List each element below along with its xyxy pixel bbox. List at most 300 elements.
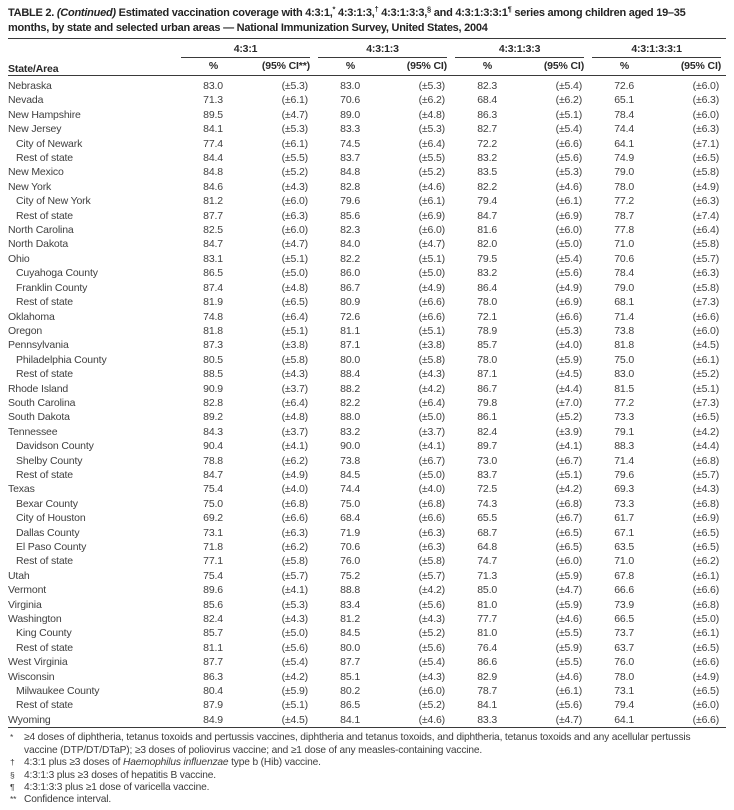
state-area-cell: City of New York: [16, 195, 91, 208]
percent-cell: 69.2: [203, 512, 223, 525]
ci-cell: (±6.9): [555, 209, 583, 222]
percent-cell: 86.7: [477, 382, 498, 395]
percent-cell: 78.9: [477, 324, 498, 337]
ci-cell: (±6.0): [692, 80, 720, 92]
footnote: [10, 732, 726, 757]
percent-cell: 73.8: [614, 324, 635, 337]
footnote: [10, 794, 726, 806]
ci-cell: (±5.1): [555, 468, 583, 481]
table-row: [8, 540, 726, 554]
percent-cell: 79.6: [340, 195, 361, 208]
ci-cell: (±6.0): [692, 108, 720, 121]
ci-cell: (±5.4): [418, 656, 446, 669]
table-row: [8, 209, 726, 223]
percent-cell: 87.4: [203, 281, 223, 294]
ci-cell: (±6.8): [692, 454, 720, 467]
ci-cell: (±7.4): [692, 209, 720, 222]
percent-cell: 66.5: [614, 613, 635, 626]
percent-cell: 90.0: [340, 440, 361, 453]
table-row: [8, 310, 726, 324]
percent-cell: 78.7: [477, 685, 498, 698]
percent-cell: 74.4: [614, 123, 635, 136]
ci-cell: (±5.1): [418, 324, 446, 337]
state-area-cell: South Dakota: [8, 411, 70, 424]
table-row: [8, 641, 726, 655]
ci-cell: (±6.9): [692, 512, 720, 525]
percent-cell: 73.0: [477, 454, 498, 467]
ci-cell: (±4.0): [555, 339, 583, 352]
footnote-text: Confidence interval.: [24, 794, 112, 806]
ci-cell: (±5.8): [418, 353, 446, 366]
table-row: [8, 338, 726, 352]
percent-cell: 81.0: [477, 627, 498, 640]
ci-cell: (±5.8): [418, 555, 446, 568]
percent-cell: 84.5: [340, 468, 361, 481]
footnote-text: 4:3:1:3 plus ≥3 doses of hepatitis B vaccine.: [24, 769, 216, 781]
ci-cell: (±6.4): [281, 396, 309, 409]
percent-cell: 83.2: [477, 267, 498, 280]
percent-cell: 81.8: [614, 339, 635, 352]
ci-cell: (±4.5): [555, 368, 583, 381]
ci-cell: (±6.3): [281, 526, 309, 539]
state-area-cell: King County: [16, 627, 72, 640]
percent-cell: 83.2: [340, 425, 361, 438]
ci-cell: (±3.7): [418, 425, 446, 438]
ci-cell: (±5.6): [555, 267, 583, 280]
ci-cell: (±5.3): [281, 598, 309, 611]
percent-cell: 75.0: [340, 497, 361, 510]
percent-cell: 84.6: [203, 180, 223, 193]
percent-cell: 82.2: [477, 180, 498, 193]
percent-cell: 75.4: [203, 483, 223, 496]
ci-cell: (±6.7): [418, 454, 446, 467]
percent-cell: 82.8: [203, 396, 223, 409]
percent-cell: 65.5: [477, 512, 498, 525]
percent-cell: 74.5: [340, 137, 361, 150]
percent-cell: 71.3: [477, 569, 498, 582]
ci-cell: (±6.8): [418, 497, 446, 510]
percent-cell: 88.5: [203, 368, 223, 381]
percent-cell: 87.9: [203, 699, 223, 712]
ci-cell: (±4.8): [281, 411, 309, 424]
ci-cell: (±4.6): [418, 180, 446, 193]
ci-cell: (±5.8): [692, 238, 720, 251]
title-segment: Estimated vaccination coverage with 4:3:1,: [115, 7, 333, 19]
state-area-cell: Vermont: [8, 584, 47, 597]
ci-cell: (±4.3): [418, 613, 446, 626]
ci-cell: (±6.8): [555, 497, 583, 510]
ci-cell: (±6.6): [555, 310, 583, 323]
percent-cell: 72.6: [340, 310, 361, 323]
table-row: [8, 698, 726, 712]
ci-cell: (±4.6): [555, 670, 583, 683]
percent-cell: 84.5: [340, 627, 361, 640]
percent-cell: 82.5: [203, 224, 223, 237]
percent-cell: 73.3: [614, 411, 635, 424]
ci-cell: (±3.8): [418, 339, 446, 352]
ci-cell: (±4.7): [281, 108, 309, 121]
percent-cell: 78.0: [614, 670, 635, 683]
percent-cell: 84.1: [203, 123, 223, 136]
state-area-cell: Wyoming: [8, 713, 51, 726]
percent-cell: 87.7: [203, 656, 223, 669]
state-area-cell: Pennsylvania: [8, 339, 69, 352]
table-row: [8, 569, 726, 583]
ci-cell: (±6.7): [555, 454, 583, 467]
table-row: [8, 382, 726, 396]
ci-cell: (±6.1): [281, 94, 309, 107]
state-area-cell: Nevada: [8, 94, 44, 107]
ci-cell: (±6.7): [555, 512, 583, 525]
table-row: [8, 670, 726, 684]
ci-cell: (±3.7): [281, 382, 309, 395]
ci-cell: (±5.1): [281, 699, 309, 712]
table-row: [8, 237, 726, 251]
percent-cell: 90.9: [203, 382, 223, 395]
footnote-marker-asterisk: *: [332, 4, 336, 14]
ci-cell: (±5.6): [418, 598, 446, 611]
ci-cell: (±4.1): [281, 440, 309, 453]
percent-cell: 76.4: [477, 641, 498, 654]
percent-cell: 80.4: [203, 685, 223, 698]
percent-cell: 81.2: [340, 613, 361, 626]
ci-cell: (±5.6): [418, 641, 446, 654]
ci-cell: (±5.2): [692, 368, 720, 381]
percent-cell: 71.0: [614, 238, 635, 251]
state-area-cell: Rest of state: [16, 555, 73, 568]
column-group-header-4313: 4:3:1:3: [315, 39, 452, 59]
state-area-cell: New York: [8, 180, 52, 193]
footnote: [10, 770, 726, 782]
percent-cell: 89.5: [203, 108, 223, 121]
percent-cell: 83.0: [203, 80, 223, 92]
footnote-marker-dagger: †: [374, 4, 379, 14]
table-row: [8, 76, 726, 94]
percent-cell: 77.1: [203, 555, 223, 568]
percent-cell: 77.8: [614, 224, 635, 237]
ci-cell: (±6.0): [281, 224, 309, 237]
ci-cell: (±5.6): [555, 152, 583, 165]
percent-cell: 79.4: [614, 699, 635, 712]
percent-cell: 84.4: [203, 152, 223, 165]
ci-cell: (±5.5): [418, 152, 446, 165]
percent-cell: 88.0: [340, 411, 361, 424]
table-row: [8, 410, 726, 424]
ci-cell: (±5.9): [555, 641, 583, 654]
percent-cell: 64.1: [614, 137, 635, 150]
percent-cell: 67.8: [614, 569, 635, 582]
percent-cell: 85.7: [477, 339, 498, 352]
ci-cell: (±5.0): [418, 267, 446, 280]
percent-cell: 84.7: [203, 238, 223, 251]
table-row: [8, 252, 726, 266]
percent-cell: 71.9: [340, 526, 361, 539]
state-area-cell: City of Newark: [16, 137, 83, 150]
percent-cell: 68.1: [614, 296, 635, 309]
ci-cell: (±7.3): [692, 296, 720, 309]
footnote-text: ≥4 doses of diphtheria, tetanus toxoids and pertussis vaccines, diphtheria and tetanus toxoids, and diphtheria, tetanus toxoids and any acellular pertussis vaccine (DTP/DT/DTaP); ≥3 doses of poliovirus vaccine; and ≥1 dose of any measles-containing vaccine.: [24, 732, 691, 756]
ci-cell: (±6.0): [555, 555, 583, 568]
state-area-cell: Texas: [8, 483, 35, 496]
ci-cell: (±5.9): [555, 569, 583, 582]
state-area-cell: Utah: [8, 569, 30, 582]
percent-cell: 87.3: [203, 339, 223, 352]
percent-cell: 79.0: [614, 166, 635, 179]
percent-cell: 81.1: [203, 641, 223, 654]
footnote-symbol: §: [10, 769, 15, 780]
table-body: [8, 76, 726, 728]
percent-cell: 84.8: [203, 166, 223, 179]
table-row: [8, 151, 726, 165]
percent-cell: 69.3: [614, 483, 635, 496]
percent-cell: 86.6: [477, 656, 498, 669]
ci-cell: (±4.3): [418, 670, 446, 683]
state-area-cell: Philadelphia County: [16, 353, 107, 366]
ci-cell: (±4.1): [555, 440, 583, 453]
state-area-cell: Rest of state: [16, 468, 73, 481]
percent-cell: 83.5: [477, 166, 498, 179]
percent-cell: 80.2: [340, 685, 361, 698]
ci-cell: (±4.1): [418, 440, 446, 453]
percent-cell: 89.2: [203, 411, 223, 424]
percent-cell: 80.5: [203, 353, 223, 366]
ci-header: (95% CI): [516, 58, 589, 76]
ci-cell: (±5.1): [418, 252, 446, 265]
ci-cell: (±5.2): [418, 627, 446, 640]
footnote-symbol: *: [10, 732, 14, 743]
percent-cell: 77.2: [614, 195, 635, 208]
percent-cell: 78.0: [477, 296, 498, 309]
footnote-symbol: ¶: [10, 781, 15, 792]
percent-cell: 63.7: [614, 641, 635, 654]
ci-cell: (±5.2): [418, 166, 446, 179]
table-row: [8, 526, 726, 540]
state-area-cell: Bexar County: [16, 497, 78, 510]
title-segment: 4:3:1:3:3,: [378, 7, 428, 19]
percent-cell: 83.0: [614, 368, 635, 381]
ci-cell: (±6.2): [692, 555, 720, 568]
column-group-header-431: 4:3:1: [178, 39, 315, 59]
ci-cell: (±5.1): [692, 382, 720, 395]
percent-cell: 86.1: [477, 411, 498, 424]
percent-cell: 85.6: [340, 209, 361, 222]
ci-cell: (±5.6): [281, 641, 309, 654]
ci-cell: (±4.9): [692, 670, 720, 683]
percent-cell: 78.4: [614, 267, 635, 280]
ci-cell: (±6.0): [692, 324, 720, 337]
state-area-cell: North Carolina: [8, 224, 74, 237]
state-area-cell: New Jersey: [8, 123, 62, 136]
percent-cell: 75.0: [203, 497, 223, 510]
table-row: [8, 482, 726, 496]
percent-cell: 73.9: [614, 598, 635, 611]
state-area-cell: El Paso County: [16, 541, 87, 553]
ci-cell: (±6.3): [281, 209, 309, 222]
percent-cell: 74.4: [340, 483, 361, 496]
percent-cell: 82.9: [477, 670, 498, 683]
ci-cell: (±5.4): [555, 80, 583, 92]
ci-cell: (±5.0): [281, 627, 309, 640]
ci-cell: (±6.6): [281, 512, 309, 525]
ci-cell: (±5.8): [281, 353, 309, 366]
ci-cell: (±5.9): [555, 353, 583, 366]
ci-cell: (±5.3): [418, 123, 446, 136]
table-row: [8, 281, 726, 295]
percent-cell: 89.0: [340, 108, 361, 121]
coverage-table: [8, 38, 726, 728]
percent-cell: 68.4: [340, 512, 361, 525]
percent-cell: 71.4: [614, 310, 635, 323]
percent-cell: 86.4: [477, 281, 498, 294]
ci-cell: (±6.1): [692, 627, 720, 640]
percent-cell: 67.1: [614, 526, 635, 539]
percent-cell: 64.1: [614, 713, 635, 726]
percent-cell: 86.5: [203, 267, 223, 280]
footnote-text: 4:3:1 plus ≥3 doses of: [24, 757, 123, 769]
state-area-cell: Rest of state: [16, 368, 73, 381]
percent-cell: 70.6: [340, 541, 361, 553]
percent-cell: 88.4: [340, 368, 361, 381]
ci-cell: (±6.6): [555, 137, 583, 150]
ci-cell: (±5.2): [281, 166, 309, 179]
ci-cell: (±5.4): [555, 252, 583, 265]
percent-cell: 82.2: [340, 252, 361, 265]
percent-cell: 83.7: [477, 468, 498, 481]
percent-cell: 68.4: [477, 94, 498, 107]
table-row: [8, 324, 726, 338]
ci-cell: (±4.2): [418, 584, 446, 597]
column-group-header-43133: 4:3:1:3:3: [452, 39, 589, 59]
ci-cell: (±5.7): [692, 468, 720, 481]
ci-cell: (±6.1): [555, 195, 583, 208]
percent-cell: 79.6: [614, 468, 635, 481]
percent-cell: 78.7: [614, 209, 635, 222]
percent-cell: 81.6: [477, 224, 498, 237]
ci-cell: (±6.5): [555, 541, 583, 553]
percent-cell: 84.0: [340, 238, 361, 251]
ci-cell: (±5.0): [418, 468, 446, 481]
percent-cell: 78.0: [477, 353, 498, 366]
state-area-cell: Oregon: [8, 324, 43, 337]
ci-cell: (±6.8): [692, 497, 720, 510]
ci-cell: (±6.2): [418, 94, 446, 107]
percent-cell: 64.8: [477, 541, 498, 553]
ci-cell: (±4.4): [692, 440, 720, 453]
state-area-cell: Virginia: [8, 598, 42, 611]
percent-cell: 74.9: [614, 152, 635, 165]
percent-cell: 77.4: [203, 137, 223, 150]
percent-cell: 81.2: [203, 195, 223, 208]
percent-cell: 70.6: [614, 252, 635, 265]
percent-cell: 80.9: [340, 296, 361, 309]
ci-cell: (±6.6): [692, 713, 720, 726]
table-row: [8, 137, 726, 151]
ci-cell: (±6.0): [418, 224, 446, 237]
percent-cell: 81.0: [477, 598, 498, 611]
percent-cell: 83.2: [477, 152, 498, 165]
ci-cell: (±6.2): [281, 541, 309, 553]
percent-cell: 84.3: [203, 425, 223, 438]
ci-cell: (±5.3): [281, 80, 309, 92]
ci-cell: (±7.3): [692, 396, 720, 409]
state-area-cell: Franklin County: [16, 281, 88, 294]
percent-cell: 71.3: [203, 94, 223, 107]
ci-cell: (±4.9): [692, 180, 720, 193]
percent-cell: 75.2: [340, 569, 361, 582]
percent-cell: 84.7: [477, 209, 498, 222]
percent-cell: 79.5: [477, 252, 498, 265]
footnote-text: 4:3:1:3:3 plus ≥1 dose of varicella vaccine.: [24, 781, 210, 793]
percent-cell: 83.7: [340, 152, 361, 165]
ci-cell: (±6.3): [692, 123, 720, 136]
percent-cell: 83.4: [340, 598, 361, 611]
percent-cell: 86.3: [203, 670, 223, 683]
percent-cell: 72.2: [477, 137, 498, 150]
percent-cell: 78.8: [203, 454, 223, 467]
percent-cell: 71.8: [203, 541, 223, 553]
ci-cell: (±6.9): [418, 209, 446, 222]
table-row: [8, 655, 726, 669]
ci-cell: (±6.0): [555, 224, 583, 237]
state-area-cell: Davidson County: [16, 440, 94, 453]
state-area-cell: South Carolina: [8, 396, 76, 409]
percent-cell: 76.0: [614, 656, 635, 669]
percent-cell: 82.3: [340, 224, 361, 237]
ci-cell: (±5.0): [692, 613, 720, 626]
ci-cell: (±4.6): [555, 613, 583, 626]
table-row: [8, 454, 726, 468]
percent-cell: 81.1: [340, 324, 361, 337]
ci-cell: (±4.5): [281, 713, 309, 726]
table-row: [8, 468, 726, 482]
ci-cell: (±4.8): [418, 108, 446, 121]
state-area-cell: City of Houston: [16, 512, 86, 525]
percent-cell: 73.1: [203, 526, 223, 539]
percent-cell: 85.6: [203, 598, 223, 611]
ci-cell: (±7.1): [692, 137, 720, 150]
percent-cell: 86.3: [477, 108, 498, 121]
ci-cell: (±6.0): [418, 685, 446, 698]
ci-cell: (±6.6): [418, 296, 446, 309]
footnote-symbol: **: [10, 794, 17, 805]
percent-cell: 79.8: [477, 396, 498, 409]
footnote: [10, 757, 726, 769]
ci-cell: (±6.4): [692, 224, 720, 237]
ci-cell: (±7.0): [555, 396, 583, 409]
state-area-cell: Rest of state: [16, 209, 73, 222]
state-area-cell: Cuyahoga County: [16, 267, 98, 280]
ci-cell: (±4.8): [281, 281, 309, 294]
ci-cell: (±4.5): [692, 339, 720, 352]
ci-cell: (±6.2): [281, 454, 309, 467]
footnote-marker-section: §: [427, 4, 431, 14]
ci-cell: (±4.4): [555, 382, 583, 395]
footnote-symbol: †: [10, 757, 15, 768]
percent-cell: 82.4: [203, 613, 223, 626]
ci-cell: (±6.3): [692, 195, 720, 208]
table-row: [8, 194, 726, 208]
ci-cell: (±6.6): [692, 656, 720, 669]
percent-cell: 85.1: [340, 670, 361, 683]
ci-cell: (±6.1): [692, 569, 720, 582]
state-area-cell: Dallas County: [16, 526, 80, 539]
percent-cell: 89.7: [477, 440, 498, 453]
percent-cell: 85.0: [477, 584, 498, 597]
ci-cell: (±6.5): [692, 641, 720, 654]
percent-cell: 73.8: [340, 454, 361, 467]
title-segment: TABLE 2.: [8, 7, 57, 19]
state-area-cell: Rest of state: [16, 641, 73, 654]
